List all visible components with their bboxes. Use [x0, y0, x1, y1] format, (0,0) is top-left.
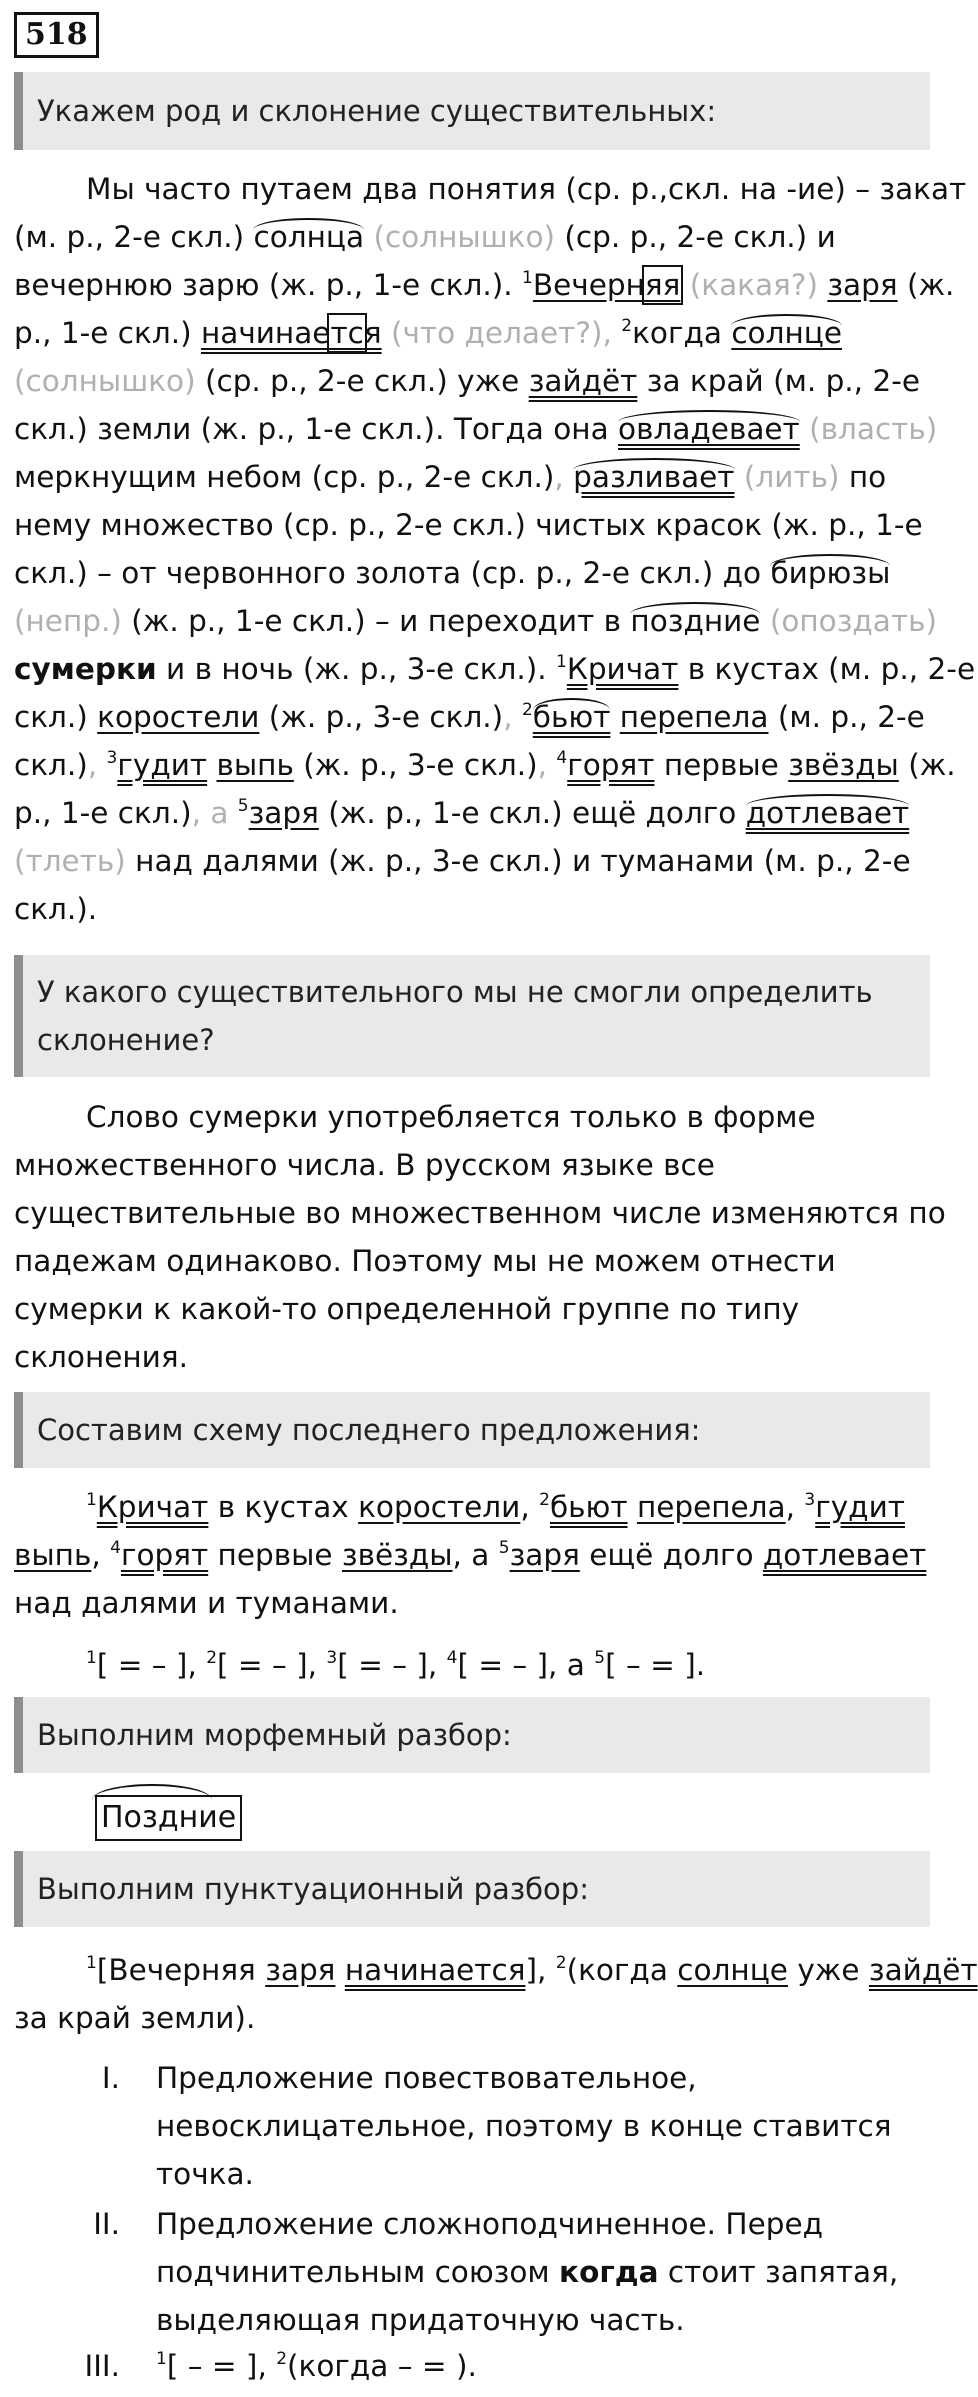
section-title-text: Составим схему последнего предложения:	[37, 1413, 701, 1447]
list-line: невосклицательное, поэтому в конце ставится	[156, 2109, 892, 2143]
list-line: Предложение сложноподчиненное. Перед	[156, 2207, 824, 2241]
morph-word: Поздние	[95, 1795, 242, 1841]
text-line	[14, 741, 956, 789]
hint: (что делает?)	[381, 316, 603, 350]
text: в кустах (м. р., 2-е	[678, 652, 976, 686]
text: первые	[654, 748, 789, 782]
text: меркнущим небом (ср. р., 2-е скл.)	[14, 460, 555, 494]
hint: (солнышко)	[14, 364, 196, 398]
scheme-part: [ = – ], а	[457, 1648, 595, 1682]
predicate: зайдёт	[868, 1953, 978, 1987]
clause-number: 3	[106, 748, 118, 768]
clause-number: 1	[86, 1490, 97, 1510]
text: нему множество (ср. р., 2-е скл.) чистых красок (ж. р., 1-е	[14, 508, 923, 542]
subject: заря	[265, 1953, 336, 1987]
predicate: начинае	[200, 316, 331, 350]
subject: заря	[509, 1538, 580, 1572]
text-line	[14, 501, 930, 549]
predicate: я	[363, 316, 382, 350]
predicate: бьют	[549, 1490, 628, 1524]
predicate: овладевает	[618, 412, 800, 446]
text-line	[14, 309, 930, 357]
clause-number: 5	[237, 796, 249, 816]
text: в кустах	[208, 1490, 359, 1524]
hint: (солнышко)	[364, 220, 556, 254]
text: ещё долго	[579, 1538, 763, 1572]
text-line	[14, 645, 976, 693]
punct: ,	[537, 748, 557, 782]
task-number: 518	[14, 12, 99, 58]
text: вечернюю зарю (ж. р., 1-е скл.).	[14, 268, 523, 302]
text	[628, 1490, 637, 1524]
text-line: сумерки к какой-то определенной группе по типу	[14, 1292, 800, 1326]
section-title-punct	[14, 1851, 930, 1927]
subject: выпь	[14, 1538, 92, 1572]
text: уже	[787, 1953, 869, 1987]
word: бирюзы	[770, 556, 891, 590]
text-line	[14, 1483, 930, 1531]
subject: звёзды	[341, 1538, 453, 1572]
list-line: точка.	[156, 2157, 254, 2191]
ending: яя	[644, 268, 681, 302]
section-title-gender	[14, 72, 930, 150]
text-line	[14, 405, 938, 453]
hint: (лить)	[734, 460, 840, 494]
text: над далями (ж. р., 3-е скл.) и туманами (м. р., 2-е	[125, 844, 911, 878]
section-title-text: Выполним морфемный разбор:	[37, 1718, 512, 1752]
text: ],	[525, 1953, 556, 1987]
ending: тс	[330, 316, 364, 350]
subject: солнце	[731, 316, 842, 350]
highlighted-word: сумерки	[14, 652, 157, 686]
text-line: склонения.	[14, 1340, 188, 1374]
paragraph-sentence	[14, 1483, 930, 1689]
subject: выпь	[216, 748, 294, 782]
sentence-scheme	[14, 1641, 930, 1689]
text: (м. р., 2-е скл.)	[14, 220, 254, 254]
word: солнца	[253, 220, 365, 254]
text-line	[14, 837, 930, 885]
predicate: гудит	[117, 748, 208, 782]
clause-number: 2	[621, 316, 633, 336]
text: [Вечерняя	[96, 1953, 266, 1987]
text-line	[14, 453, 930, 501]
list-line: выделяющая придаточную часть.	[156, 2303, 685, 2337]
list-line	[156, 2248, 898, 2296]
list-line: Предложение повествовательное,	[156, 2061, 697, 2095]
clause-number: 2	[539, 1490, 550, 1510]
text: ещё долго	[562, 796, 746, 830]
section-title-text: Укажем род и склонение существительных:	[37, 94, 717, 128]
subject: заря	[827, 268, 898, 302]
subject: перепела	[636, 1490, 786, 1524]
text-line	[14, 885, 930, 933]
text: ,	[520, 1490, 540, 1524]
text: (ср. р., 2-е скл.) и	[555, 220, 836, 254]
section-title-morph	[14, 1697, 930, 1773]
subject: перепела	[619, 700, 769, 734]
clause-number: 3	[804, 1490, 816, 1510]
text: (ср. р., 2-е скл.) уже	[195, 364, 529, 398]
section-title-text: Выполним пунктуационный разбор:	[37, 1872, 589, 1906]
text: подчинительным союзом	[156, 2255, 560, 2289]
text: и в ночь (ж. р., 3-е скл.).	[156, 652, 557, 686]
text: стоит запятая,	[658, 2255, 899, 2289]
predicate: зайдёт	[528, 364, 638, 398]
predicate: горят	[120, 1538, 209, 1572]
predicate: Кричат	[566, 652, 679, 686]
paragraph-analysis	[14, 165, 976, 933]
text-line: за край земли).	[14, 2001, 256, 2035]
predicate: бьют	[532, 700, 611, 734]
subject: звёзды	[788, 748, 899, 782]
scheme-part: (когда – = ).	[287, 2349, 477, 2383]
text: (ж. р., 1-е скл.)	[318, 796, 563, 830]
text-line: существительные во множественном числе изменяются по	[14, 1196, 946, 1230]
predicate: дотлевает	[745, 796, 910, 830]
list-item	[156, 2200, 898, 2344]
text	[335, 1953, 344, 1987]
text: р., 1-е скл.)	[14, 796, 192, 830]
section-title-text: У какого существительного мы не смогли определить	[37, 975, 873, 1009]
text: (м. р., 2-е	[768, 700, 925, 734]
scheme-part: [ = – ],	[96, 1648, 207, 1682]
text: (ж.	[898, 748, 956, 782]
punct: ,	[554, 460, 564, 494]
text-line	[14, 261, 955, 309]
text	[564, 460, 573, 494]
clause-number: 3	[326, 1648, 338, 1668]
clause-number: 1	[156, 2349, 167, 2369]
text: скл.)	[14, 700, 98, 734]
predicate: дотлевает	[762, 1538, 927, 1572]
predicate: начинается	[344, 1953, 526, 1987]
text-line	[14, 789, 930, 837]
clause-number: 2	[555, 1953, 567, 1973]
hint: (опоздать)	[760, 604, 937, 638]
clause-number: 2	[206, 1648, 218, 1668]
hint: (какая?)	[680, 268, 818, 302]
text	[818, 268, 827, 302]
predicate: горят	[567, 748, 655, 782]
list-number: II.	[93, 2207, 120, 2241]
paragraph-punct	[14, 1946, 978, 2042]
clause-number: 1	[556, 652, 567, 672]
clause-number: 2	[276, 2349, 288, 2369]
clause-number: 5	[594, 1648, 606, 1668]
text: за край (м. р., 2-е	[637, 364, 921, 398]
text-line	[14, 213, 930, 261]
text-line	[14, 693, 930, 741]
scheme-part: [ – = ].	[605, 1648, 706, 1682]
predicate: разливает	[573, 460, 735, 494]
text: скл.).	[14, 892, 98, 926]
subject: солнце	[677, 1953, 788, 1987]
subject: коростели	[358, 1490, 521, 1524]
text: р., 1-е скл.)	[14, 316, 201, 350]
text-line	[14, 1946, 978, 1994]
subject: коростели	[97, 700, 260, 734]
text: (ж. р., 1-е скл.) – и переходит в	[121, 604, 631, 638]
section-title-text: склонение?	[37, 1023, 215, 1057]
text-line: множественного числа. В русском языке все	[14, 1148, 715, 1182]
text: (ж. р., 3-е скл.)	[293, 748, 538, 782]
section-title-scheme	[14, 1392, 930, 1468]
scheme-part: [ – = ],	[166, 2349, 277, 2383]
section-title-question	[14, 955, 930, 1077]
text: (ж. р., 3-е скл.)	[259, 700, 504, 734]
text-line	[14, 165, 967, 213]
text: скл.)	[14, 748, 88, 782]
clause-number: 2	[521, 700, 533, 720]
text: скл.) – от червонного золота (ср. р., 2-е скл.) до	[14, 556, 771, 590]
clause-number: 5	[498, 1538, 510, 1558]
clause-number: 4	[110, 1538, 121, 1558]
clause-number: 1	[522, 268, 533, 288]
text-line: падежам одинаково. Поэтому мы не можем отнести	[14, 1244, 836, 1278]
text: когда	[632, 316, 732, 350]
word: Вечерн	[532, 268, 645, 302]
text-line	[14, 357, 930, 405]
clause-number: 4	[556, 748, 568, 768]
paragraph-answer	[14, 1093, 946, 1381]
text-line	[14, 1531, 930, 1579]
hint: (тлеть)	[14, 844, 126, 878]
punct: ,	[87, 748, 107, 782]
text: Мы часто путаем два понятия (ср. р.,скл. на -ие) – закат	[86, 172, 967, 206]
text: (когда	[566, 1953, 678, 1987]
subject: заря	[248, 796, 319, 830]
text-line: Слово сумерки употребляется только в форме	[86, 1100, 816, 1134]
text: по	[839, 460, 887, 494]
predicate: гудит	[815, 1490, 905, 1524]
text-line	[14, 549, 930, 597]
list-number: III.	[84, 2349, 120, 2383]
punct: ,	[602, 316, 622, 350]
list-item	[156, 2342, 477, 2395]
clause-number: 1	[86, 1648, 97, 1668]
text: (ж.	[897, 268, 955, 302]
text	[610, 700, 619, 734]
text-line	[14, 597, 937, 645]
punct: , а	[191, 796, 238, 830]
clause-number: 1	[86, 1953, 97, 1973]
list-number: I.	[101, 2061, 120, 2095]
text: ,	[91, 1538, 111, 1572]
scheme-part: [ = – ],	[337, 1648, 447, 1682]
text: первые	[208, 1538, 342, 1572]
clause-number: 4	[446, 1648, 458, 1668]
highlighted-word: когда	[559, 2255, 659, 2289]
hint: (непр.)	[14, 604, 122, 638]
text: , а	[452, 1538, 499, 1572]
text-line: над далями и туманами.	[14, 1586, 399, 1620]
predicate: Кричат	[96, 1490, 209, 1524]
text: скл.) земли (ж. р., 1-е скл.). Тогда она	[14, 412, 619, 446]
text: ,	[785, 1490, 805, 1524]
punct: ,	[503, 700, 522, 734]
word: поздние	[630, 604, 761, 638]
hint: (власть)	[799, 412, 938, 446]
list-item	[156, 2054, 891, 2198]
scheme-part: [ = – ],	[217, 1648, 327, 1682]
